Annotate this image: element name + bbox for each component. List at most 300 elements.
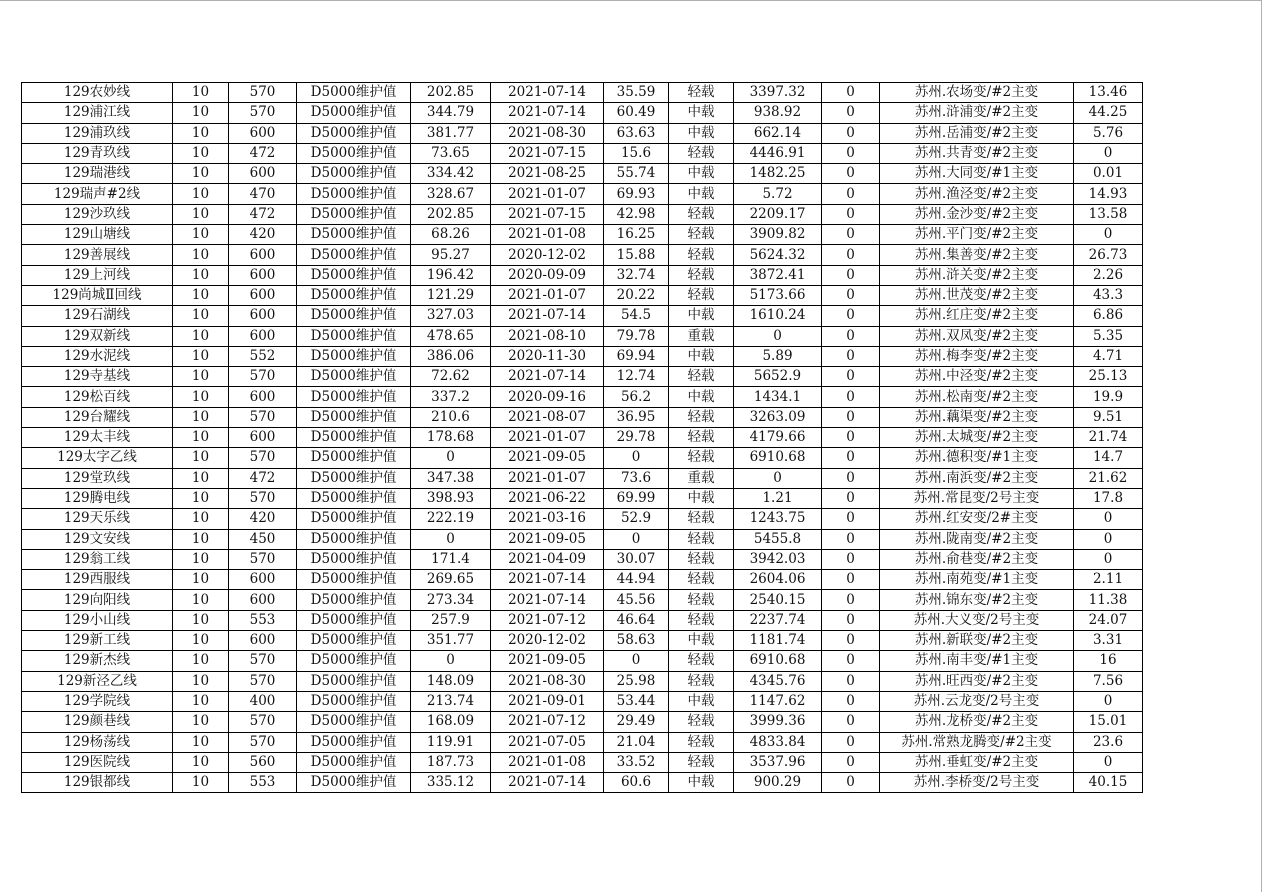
cell-load-status: 轻载	[669, 204, 734, 224]
cell-count: 0	[822, 712, 880, 732]
cell-date: 2021-07-14	[491, 570, 604, 590]
cell-voltage-level: 10	[173, 529, 229, 549]
cell-value: 17.8	[1074, 488, 1143, 508]
cell-date: 2021-07-14	[491, 590, 604, 610]
cell-date: 2021-07-14	[491, 103, 604, 123]
cell-load-rate: 15.6	[604, 143, 669, 163]
cell-count: 0	[822, 306, 880, 326]
cell-load-rate: 0	[604, 529, 669, 549]
table-row	[22, 387, 1143, 407]
cell-value: 3.31	[1074, 631, 1143, 651]
cell-available-capacity: 3263.09	[734, 407, 822, 427]
cell-date: 2020-11-30	[491, 346, 604, 366]
cell-line-name: 129腾电线	[22, 488, 173, 508]
cell-voltage-level: 10	[173, 285, 229, 305]
table-row	[22, 103, 1143, 123]
cell-count: 0	[822, 326, 880, 346]
cell-line-name: 129天乐线	[22, 509, 173, 529]
cell-voltage-level: 10	[173, 245, 229, 265]
cell-rated-current: 472	[229, 204, 297, 224]
cell-line-name: 129文安线	[22, 529, 173, 549]
cell-current-value: 334.42	[411, 164, 491, 184]
cell-current-value: 222.19	[411, 509, 491, 529]
cell-transformer: 苏州.梅李变/#2主变	[880, 346, 1074, 366]
cell-rated-current: 600	[229, 123, 297, 143]
cell-available-capacity: 0	[734, 326, 822, 346]
cell-date: 2021-07-14	[491, 83, 604, 103]
cell-count: 0	[822, 590, 880, 610]
cell-date: 2021-07-14	[491, 306, 604, 326]
cell-load-rate: 12.74	[604, 367, 669, 387]
cell-load-status: 轻载	[669, 509, 734, 529]
cell-load-rate: 58.63	[604, 631, 669, 651]
cell-transformer: 苏州.浒浦变/#2主变	[880, 103, 1074, 123]
cell-load-status: 轻载	[669, 752, 734, 772]
cell-current-value: 273.34	[411, 590, 491, 610]
cell-data-source: D5000维护值	[297, 407, 411, 427]
cell-voltage-level: 10	[173, 367, 229, 387]
table-row	[22, 610, 1143, 630]
cell-current-value: 398.93	[411, 488, 491, 508]
cell-count: 0	[822, 245, 880, 265]
table-row	[22, 346, 1143, 366]
cell-load-status: 轻载	[669, 570, 734, 590]
cell-value: 2.11	[1074, 570, 1143, 590]
cell-current-value: 337.2	[411, 387, 491, 407]
cell-data-source: D5000维护值	[297, 651, 411, 671]
cell-transformer: 苏州.共青变/#2主变	[880, 143, 1074, 163]
cell-load-status: 轻载	[669, 671, 734, 691]
table-row	[22, 590, 1143, 610]
cell-load-status: 轻载	[669, 610, 734, 630]
cell-load-rate: 35.59	[604, 83, 669, 103]
cell-load-status: 轻载	[669, 225, 734, 245]
cell-current-value: 0	[411, 529, 491, 549]
table-row	[22, 448, 1143, 468]
cell-load-rate: 56.2	[604, 387, 669, 407]
cell-load-rate: 32.74	[604, 265, 669, 285]
cell-current-value: 202.85	[411, 204, 491, 224]
cell-transformer: 苏州.德积变/#1主变	[880, 448, 1074, 468]
cell-available-capacity: 5.72	[734, 184, 822, 204]
cell-available-capacity: 6910.68	[734, 651, 822, 671]
cell-current-value: 213.74	[411, 691, 491, 711]
cell-date: 2021-01-08	[491, 225, 604, 245]
cell-count: 0	[822, 671, 880, 691]
cell-line-name: 129新泾乙线	[22, 671, 173, 691]
cell-available-capacity: 2540.15	[734, 590, 822, 610]
table-row	[22, 326, 1143, 346]
cell-value: 13.46	[1074, 83, 1143, 103]
table-row	[22, 225, 1143, 245]
cell-line-name: 129善展线	[22, 245, 173, 265]
cell-value: 23.6	[1074, 732, 1143, 752]
table-row	[22, 488, 1143, 508]
cell-data-source: D5000维护值	[297, 590, 411, 610]
cell-date: 2020-09-16	[491, 387, 604, 407]
cell-rated-current: 600	[229, 326, 297, 346]
cell-count: 0	[822, 448, 880, 468]
cell-line-name: 129医院线	[22, 752, 173, 772]
cell-voltage-level: 10	[173, 346, 229, 366]
cell-value: 5.35	[1074, 326, 1143, 346]
cell-available-capacity: 3537.96	[734, 752, 822, 772]
cell-value: 0	[1074, 509, 1143, 529]
cell-rated-current: 570	[229, 671, 297, 691]
cell-transformer: 苏州.大同变/#1主变	[880, 164, 1074, 184]
cell-rated-current: 600	[229, 306, 297, 326]
table-row	[22, 123, 1143, 143]
cell-transformer: 苏州.岳浦变/#2主变	[880, 123, 1074, 143]
cell-current-value: 269.65	[411, 570, 491, 590]
table-row	[22, 651, 1143, 671]
cell-available-capacity: 1610.24	[734, 306, 822, 326]
cell-date: 2021-08-10	[491, 326, 604, 346]
cell-data-source: D5000维护值	[297, 265, 411, 285]
cell-data-source: D5000维护值	[297, 143, 411, 163]
cell-line-name: 129银都线	[22, 773, 173, 793]
cell-current-value: 73.65	[411, 143, 491, 163]
table-row	[22, 529, 1143, 549]
cell-load-status: 轻载	[669, 590, 734, 610]
table-row	[22, 265, 1143, 285]
cell-count: 0	[822, 509, 880, 529]
cell-data-source: D5000维护值	[297, 468, 411, 488]
cell-rated-current: 600	[229, 590, 297, 610]
cell-current-value: 0	[411, 651, 491, 671]
table-row	[22, 631, 1143, 651]
cell-date: 2021-09-05	[491, 448, 604, 468]
cell-value: 25.13	[1074, 367, 1143, 387]
table-row	[22, 549, 1143, 569]
cell-current-value: 335.12	[411, 773, 491, 793]
cell-count: 0	[822, 529, 880, 549]
cell-line-name: 129浦玖线	[22, 123, 173, 143]
cell-available-capacity: 4179.66	[734, 428, 822, 448]
cell-count: 0	[822, 387, 880, 407]
cell-data-source: D5000维护值	[297, 712, 411, 732]
cell-count: 0	[822, 143, 880, 163]
cell-date: 2020-09-09	[491, 265, 604, 285]
cell-load-status: 中载	[669, 691, 734, 711]
cell-load-rate: 25.98	[604, 671, 669, 691]
cell-data-source: D5000维护值	[297, 671, 411, 691]
cell-count: 0	[822, 83, 880, 103]
cell-current-value: 328.67	[411, 184, 491, 204]
cell-transformer: 苏州.太城变/#2主变	[880, 428, 1074, 448]
cell-load-status: 中载	[669, 488, 734, 508]
cell-load-status: 轻载	[669, 529, 734, 549]
cell-count: 0	[822, 428, 880, 448]
cell-count: 0	[822, 610, 880, 630]
cell-load-rate: 63.63	[604, 123, 669, 143]
cell-data-source: D5000维护值	[297, 367, 411, 387]
cell-rated-current: 600	[229, 285, 297, 305]
cell-load-status: 轻载	[669, 712, 734, 732]
cell-load-rate: 0	[604, 448, 669, 468]
cell-rated-current: 600	[229, 570, 297, 590]
cell-rated-current: 570	[229, 103, 297, 123]
cell-count: 0	[822, 164, 880, 184]
cell-date: 2021-08-25	[491, 164, 604, 184]
cell-data-source: D5000维护值	[297, 285, 411, 305]
cell-data-source: D5000维护值	[297, 123, 411, 143]
cell-rated-current: 600	[229, 265, 297, 285]
cell-data-source: D5000维护值	[297, 83, 411, 103]
cell-rated-current: 450	[229, 529, 297, 549]
cell-load-rate: 30.07	[604, 549, 669, 569]
cell-load-rate: 46.64	[604, 610, 669, 630]
cell-current-value: 478.65	[411, 326, 491, 346]
cell-load-status: 轻载	[669, 367, 734, 387]
cell-current-value: 202.85	[411, 83, 491, 103]
cell-date: 2021-01-07	[491, 468, 604, 488]
cell-line-name: 129松百线	[22, 387, 173, 407]
cell-line-name: 129水泥线	[22, 346, 173, 366]
cell-line-name: 129向阳线	[22, 590, 173, 610]
cell-date: 2021-07-15	[491, 204, 604, 224]
cell-voltage-level: 10	[173, 265, 229, 285]
cell-available-capacity: 1482.25	[734, 164, 822, 184]
cell-current-value: 171.4	[411, 549, 491, 569]
cell-value: 0	[1074, 143, 1143, 163]
cell-voltage-level: 10	[173, 143, 229, 163]
cell-available-capacity: 1147.62	[734, 691, 822, 711]
cell-available-capacity: 3872.41	[734, 265, 822, 285]
cell-rated-current: 570	[229, 651, 297, 671]
cell-available-capacity: 4833.84	[734, 732, 822, 752]
cell-current-value: 148.09	[411, 671, 491, 691]
cell-load-rate: 69.99	[604, 488, 669, 508]
cell-count: 0	[822, 103, 880, 123]
cell-line-name: 129上河线	[22, 265, 173, 285]
cell-available-capacity: 3942.03	[734, 549, 822, 569]
cell-count: 0	[822, 468, 880, 488]
cell-load-status: 中载	[669, 387, 734, 407]
cell-load-status: 中载	[669, 184, 734, 204]
table-row	[22, 752, 1143, 772]
cell-load-status: 轻载	[669, 285, 734, 305]
cell-rated-current: 553	[229, 610, 297, 630]
cell-current-value: 347.38	[411, 468, 491, 488]
cell-value: 0	[1074, 691, 1143, 711]
cell-count: 0	[822, 204, 880, 224]
table-body	[22, 83, 1143, 793]
cell-data-source: D5000维护值	[297, 346, 411, 366]
table-row	[22, 428, 1143, 448]
cell-data-source: D5000维护值	[297, 509, 411, 529]
cell-data-source: D5000维护值	[297, 103, 411, 123]
cell-value: 24.07	[1074, 610, 1143, 630]
cell-voltage-level: 10	[173, 428, 229, 448]
cell-rated-current: 570	[229, 83, 297, 103]
cell-value: 9.51	[1074, 407, 1143, 427]
cell-data-source: D5000维护值	[297, 631, 411, 651]
cell-line-name: 129小山线	[22, 610, 173, 630]
cell-available-capacity: 5652.9	[734, 367, 822, 387]
cell-rated-current: 472	[229, 143, 297, 163]
cell-load-rate: 69.93	[604, 184, 669, 204]
cell-date: 2021-09-05	[491, 651, 604, 671]
cell-transformer: 苏州.常昆变/2号主变	[880, 488, 1074, 508]
cell-data-source: D5000维护值	[297, 184, 411, 204]
cell-transformer: 苏州.渔泾变/#2主变	[880, 184, 1074, 204]
table-row	[22, 712, 1143, 732]
cell-load-rate: 20.22	[604, 285, 669, 305]
cell-rated-current: 552	[229, 346, 297, 366]
cell-transformer: 苏州.南苑变/#1主变	[880, 570, 1074, 590]
cell-current-value: 95.27	[411, 245, 491, 265]
cell-rated-current: 600	[229, 428, 297, 448]
cell-current-value: 121.29	[411, 285, 491, 305]
cell-load-rate: 60.49	[604, 103, 669, 123]
cell-voltage-level: 10	[173, 773, 229, 793]
cell-voltage-level: 10	[173, 306, 229, 326]
cell-current-value: 351.77	[411, 631, 491, 651]
cell-load-status: 中载	[669, 631, 734, 651]
cell-line-name: 129沙玖线	[22, 204, 173, 224]
cell-data-source: D5000维护值	[297, 225, 411, 245]
cell-value: 21.62	[1074, 468, 1143, 488]
cell-available-capacity: 4446.91	[734, 143, 822, 163]
cell-date: 2021-09-05	[491, 529, 604, 549]
cell-rated-current: 570	[229, 407, 297, 427]
cell-value: 0	[1074, 752, 1143, 772]
table-row	[22, 691, 1143, 711]
cell-voltage-level: 10	[173, 610, 229, 630]
cell-value: 4.71	[1074, 346, 1143, 366]
cell-count: 0	[822, 773, 880, 793]
cell-rated-current: 570	[229, 732, 297, 752]
cell-date: 2021-08-30	[491, 671, 604, 691]
cell-count: 0	[822, 407, 880, 427]
cell-voltage-level: 10	[173, 712, 229, 732]
cell-line-name: 129堂玖线	[22, 468, 173, 488]
cell-available-capacity: 1243.75	[734, 509, 822, 529]
cell-available-capacity: 2209.17	[734, 204, 822, 224]
cell-count: 0	[822, 184, 880, 204]
table-row	[22, 184, 1143, 204]
table-row	[22, 367, 1143, 387]
cell-rated-current: 570	[229, 448, 297, 468]
cell-transformer: 苏州.世茂变/#2主变	[880, 285, 1074, 305]
cell-current-value: 68.26	[411, 225, 491, 245]
cell-value: 0	[1074, 549, 1143, 569]
cell-data-source: D5000维护值	[297, 326, 411, 346]
cell-available-capacity: 900.29	[734, 773, 822, 793]
table-row	[22, 285, 1143, 305]
table-row	[22, 773, 1143, 793]
cell-value: 15.01	[1074, 712, 1143, 732]
cell-rated-current: 570	[229, 549, 297, 569]
cell-rated-current: 600	[229, 164, 297, 184]
cell-rated-current: 570	[229, 367, 297, 387]
cell-count: 0	[822, 752, 880, 772]
cell-data-source: D5000维护值	[297, 732, 411, 752]
cell-available-capacity: 3909.82	[734, 225, 822, 245]
cell-date: 2021-07-15	[491, 143, 604, 163]
cell-current-value: 386.06	[411, 346, 491, 366]
cell-value: 21.74	[1074, 428, 1143, 448]
cell-data-source: D5000维护值	[297, 164, 411, 184]
cell-load-status: 轻载	[669, 651, 734, 671]
cell-value: 0	[1074, 225, 1143, 245]
cell-transformer: 苏州.李桥变/2号主变	[880, 773, 1074, 793]
cell-data-source: D5000维护值	[297, 773, 411, 793]
cell-transformer: 苏州.锦东变/#2主变	[880, 590, 1074, 610]
cell-count: 0	[822, 123, 880, 143]
cell-value: 11.38	[1074, 590, 1143, 610]
table-row	[22, 306, 1143, 326]
cell-load-status: 轻载	[669, 448, 734, 468]
cell-load-rate: 36.95	[604, 407, 669, 427]
cell-transformer: 苏州.中泾变/#2主变	[880, 367, 1074, 387]
cell-rated-current: 470	[229, 184, 297, 204]
cell-current-value: 119.91	[411, 732, 491, 752]
cell-count: 0	[822, 346, 880, 366]
table-row	[22, 407, 1143, 427]
cell-date: 2021-08-30	[491, 123, 604, 143]
cell-load-rate: 21.04	[604, 732, 669, 752]
cell-count: 0	[822, 651, 880, 671]
cell-count: 0	[822, 570, 880, 590]
cell-count: 0	[822, 285, 880, 305]
cell-available-capacity: 938.92	[734, 103, 822, 123]
cell-voltage-level: 10	[173, 488, 229, 508]
cell-load-status: 轻载	[669, 265, 734, 285]
cell-load-rate: 29.49	[604, 712, 669, 732]
cell-load-rate: 54.5	[604, 306, 669, 326]
cell-rated-current: 570	[229, 712, 297, 732]
cell-line-name: 129翁工线	[22, 549, 173, 569]
cell-available-capacity: 3999.36	[734, 712, 822, 732]
cell-available-capacity: 5455.8	[734, 529, 822, 549]
cell-data-source: D5000维护值	[297, 691, 411, 711]
cell-current-value: 187.73	[411, 752, 491, 772]
cell-rated-current: 560	[229, 752, 297, 772]
cell-rated-current: 553	[229, 773, 297, 793]
cell-load-rate: 42.98	[604, 204, 669, 224]
cell-load-rate: 45.56	[604, 590, 669, 610]
cell-load-rate: 69.94	[604, 346, 669, 366]
cell-available-capacity: 1434.1	[734, 387, 822, 407]
cell-load-status: 中载	[669, 123, 734, 143]
cell-rated-current: 472	[229, 468, 297, 488]
cell-line-name: 129太丰线	[22, 428, 173, 448]
cell-load-rate: 44.94	[604, 570, 669, 590]
cell-current-value: 0	[411, 448, 491, 468]
page-top-border	[0, 0, 1262, 1]
cell-count: 0	[822, 367, 880, 387]
cell-voltage-level: 10	[173, 468, 229, 488]
cell-value: 44.25	[1074, 103, 1143, 123]
cell-value: 13.58	[1074, 204, 1143, 224]
cell-date: 2021-01-08	[491, 752, 604, 772]
cell-current-value: 178.68	[411, 428, 491, 448]
cell-current-value: 257.9	[411, 610, 491, 630]
table-row	[22, 83, 1143, 103]
cell-current-value: 327.03	[411, 306, 491, 326]
cell-voltage-level: 10	[173, 103, 229, 123]
cell-voltage-level: 10	[173, 123, 229, 143]
cell-voltage-level: 10	[173, 732, 229, 752]
cell-voltage-level: 10	[173, 225, 229, 245]
cell-transformer: 苏州.金沙变/#2主变	[880, 204, 1074, 224]
cell-current-value: 381.77	[411, 123, 491, 143]
cell-voltage-level: 10	[173, 671, 229, 691]
cell-value: 14.93	[1074, 184, 1143, 204]
cell-count: 0	[822, 265, 880, 285]
